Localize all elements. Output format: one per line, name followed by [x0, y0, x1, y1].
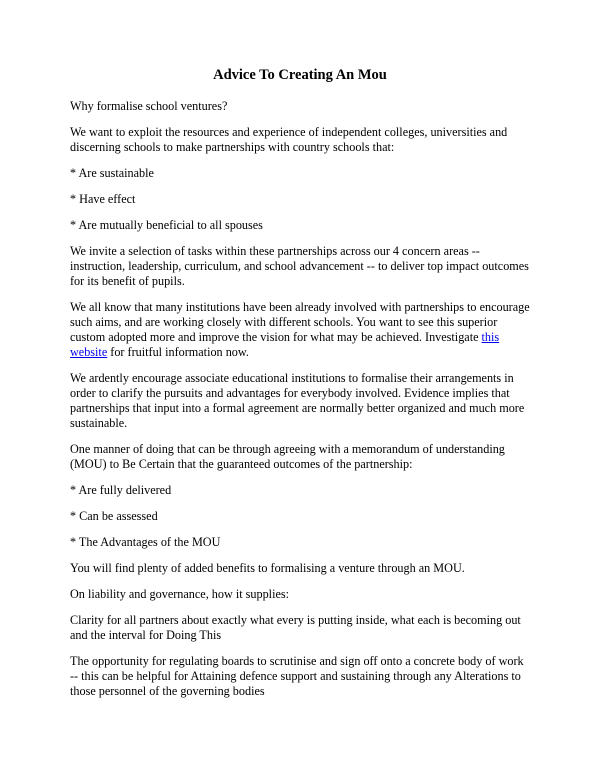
bullet-delivered: * Are fully delivered — [70, 483, 172, 497]
bullet-beneficial: * Are mutually beneficial to all spouses — [70, 218, 263, 232]
bullet-assessed: * Can be assessed — [70, 509, 158, 523]
bullet-advantages: * The Advantages of the MOU — [70, 535, 221, 549]
bullet-effect: * Have effect — [70, 192, 136, 206]
paragraph-clarity: Clarity for all partners about exactly what every is putting inside, what each is becoming out and the interval for Doing This — [70, 613, 521, 642]
paragraph-liability: On liability and governance, how it supplies: — [70, 587, 289, 601]
paragraph-benefits: You will find plenty of added benefits to formalising a venture through an MOU. — [70, 561, 465, 575]
paragraph-mou: One manner of doing that can be through agreeing with a memorandum of understanding (MOU) to Be Certain that the guaranteed outcomes of the partnership: — [70, 442, 505, 471]
this-website-link[interactable]: this website — [70, 330, 500, 359]
paragraph-opportunity: The opportunity for regulating boards to scrutinise and sign off onto a concrete body of work -- this can be helpful for Attaining defence support and sustaining through any Alterations to those personnel of the governing bodies — [70, 654, 524, 698]
paragraph-institutions-text: We all know that many institutions have been already involved with partnerships to encourage such aims, and are working closely with different schools. You want to see this superior custom adopted more and improve the vision for what may be achieved. Investigate — [70, 300, 530, 344]
paragraph-invite: We invite a selection of tasks within these partnerships across our 4 concern areas -- instruction, leadership, curriculum, and school advancement -- to deliver top impact outcomes for its benefit of pupils. — [70, 244, 529, 288]
bullet-sustainable: * Are sustainable — [70, 166, 154, 180]
paragraph-encourage: We ardently encourage associate educational institutions to formalise their arrangements in order to clarify the pursuits and advantages for everybody involved. Evidence implies that partnerships that input into a formal agreement are normally better organized and much more sustainable. — [70, 371, 525, 430]
paragraph-institutions — [70, 300, 530, 360]
document-title: Advice To Creating An Mou — [213, 67, 387, 83]
paragraph-institutions-tail: for fruitful information now. — [107, 345, 249, 359]
paragraph-exploit: We want to exploit the resources and experience of independent colleges, universities and discerning schools to make partnerships with country schools that: — [70, 125, 508, 154]
paragraph-why: Why formalise school ventures? — [70, 99, 228, 113]
